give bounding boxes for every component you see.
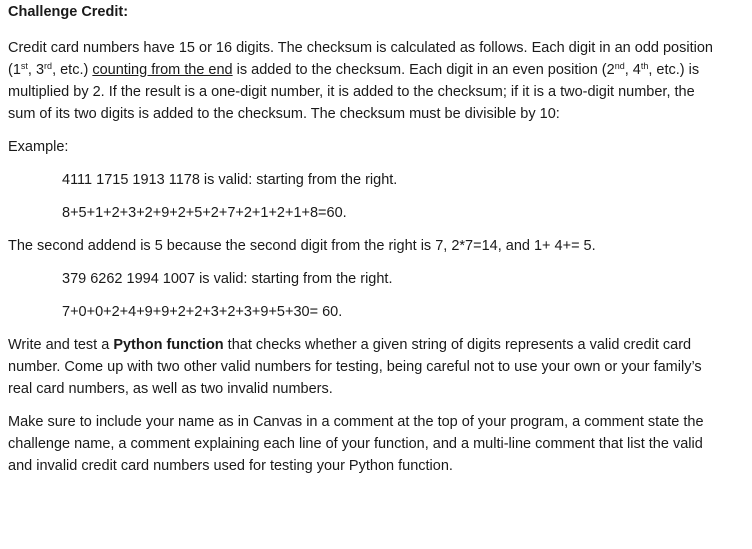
challenge-heading: Challenge Credit:	[8, 4, 129, 20]
intro-text-6: , etc.) is multiplied by 2. If the result is a one-digit number, it is added to the checksum; if it is a two-digit number, the sum of its two digits is added to the checksum. The checksum must be divisible by 10:	[8, 62, 700, 122]
document-body	[8, 1, 714, 488]
superscript-rd: rd	[44, 61, 53, 71]
example2-number-line: 379 6262 1994 1007 is valid: starting from the right.	[62, 271, 393, 287]
intro-paragraph	[8, 37, 714, 125]
task-paragraph	[8, 334, 714, 400]
intro-text-4: is added to the checksum. Each digit in an even position (2	[232, 62, 615, 78]
intro-text-1: Credit card numbers have 15 or 16 digits. The checksum is calculated as follows. Each digit in an odd position (1	[8, 40, 713, 78]
example-label: Example:	[8, 139, 69, 155]
example1-number-line: 4111 1715 1913 1178 is valid: starting from the right.	[62, 172, 398, 188]
superscript-st: st	[20, 61, 28, 71]
intro-text-5: , 4	[624, 62, 641, 78]
explanation-paragraph: The second addend is 5 because the second digit from the right is 7, 2*7=14, and 1+ 4+= 5.	[8, 238, 596, 254]
task-text-1: Write and test a	[8, 337, 114, 353]
requirements-paragraph: Make sure to include your name as in Canvas in a comment at the top of your program, a comment state the challenge name, a comment explaining each line of your function, and a multi-line comment that list the valid and invalid credit card numbers used for testing your Python function.	[8, 414, 704, 474]
example2-sum-line: 7+0+0+2+4+9+9+2+2+3+2+3+9+5+30= 60.	[62, 304, 343, 320]
superscript-th: th	[640, 61, 649, 71]
intro-text-3: , etc.)	[52, 62, 93, 78]
intro-text-2: , 3	[27, 62, 45, 78]
superscript-nd: nd	[614, 61, 625, 71]
task-text-2: that checks whether a given string of digits represents a valid credit card number. Come up with two other valid numbers for testing, being careful not to use your own or your family’s real card numbers, as well as two invalid numbers.	[8, 337, 702, 397]
task-bold-phrase: Python function	[113, 337, 224, 353]
underlined-phrase: counting from the end	[92, 62, 233, 78]
example1-sum-line: 8+5+1+2+3+2+9+2+5+2+7+2+1+2+1+8=60.	[62, 205, 347, 221]
